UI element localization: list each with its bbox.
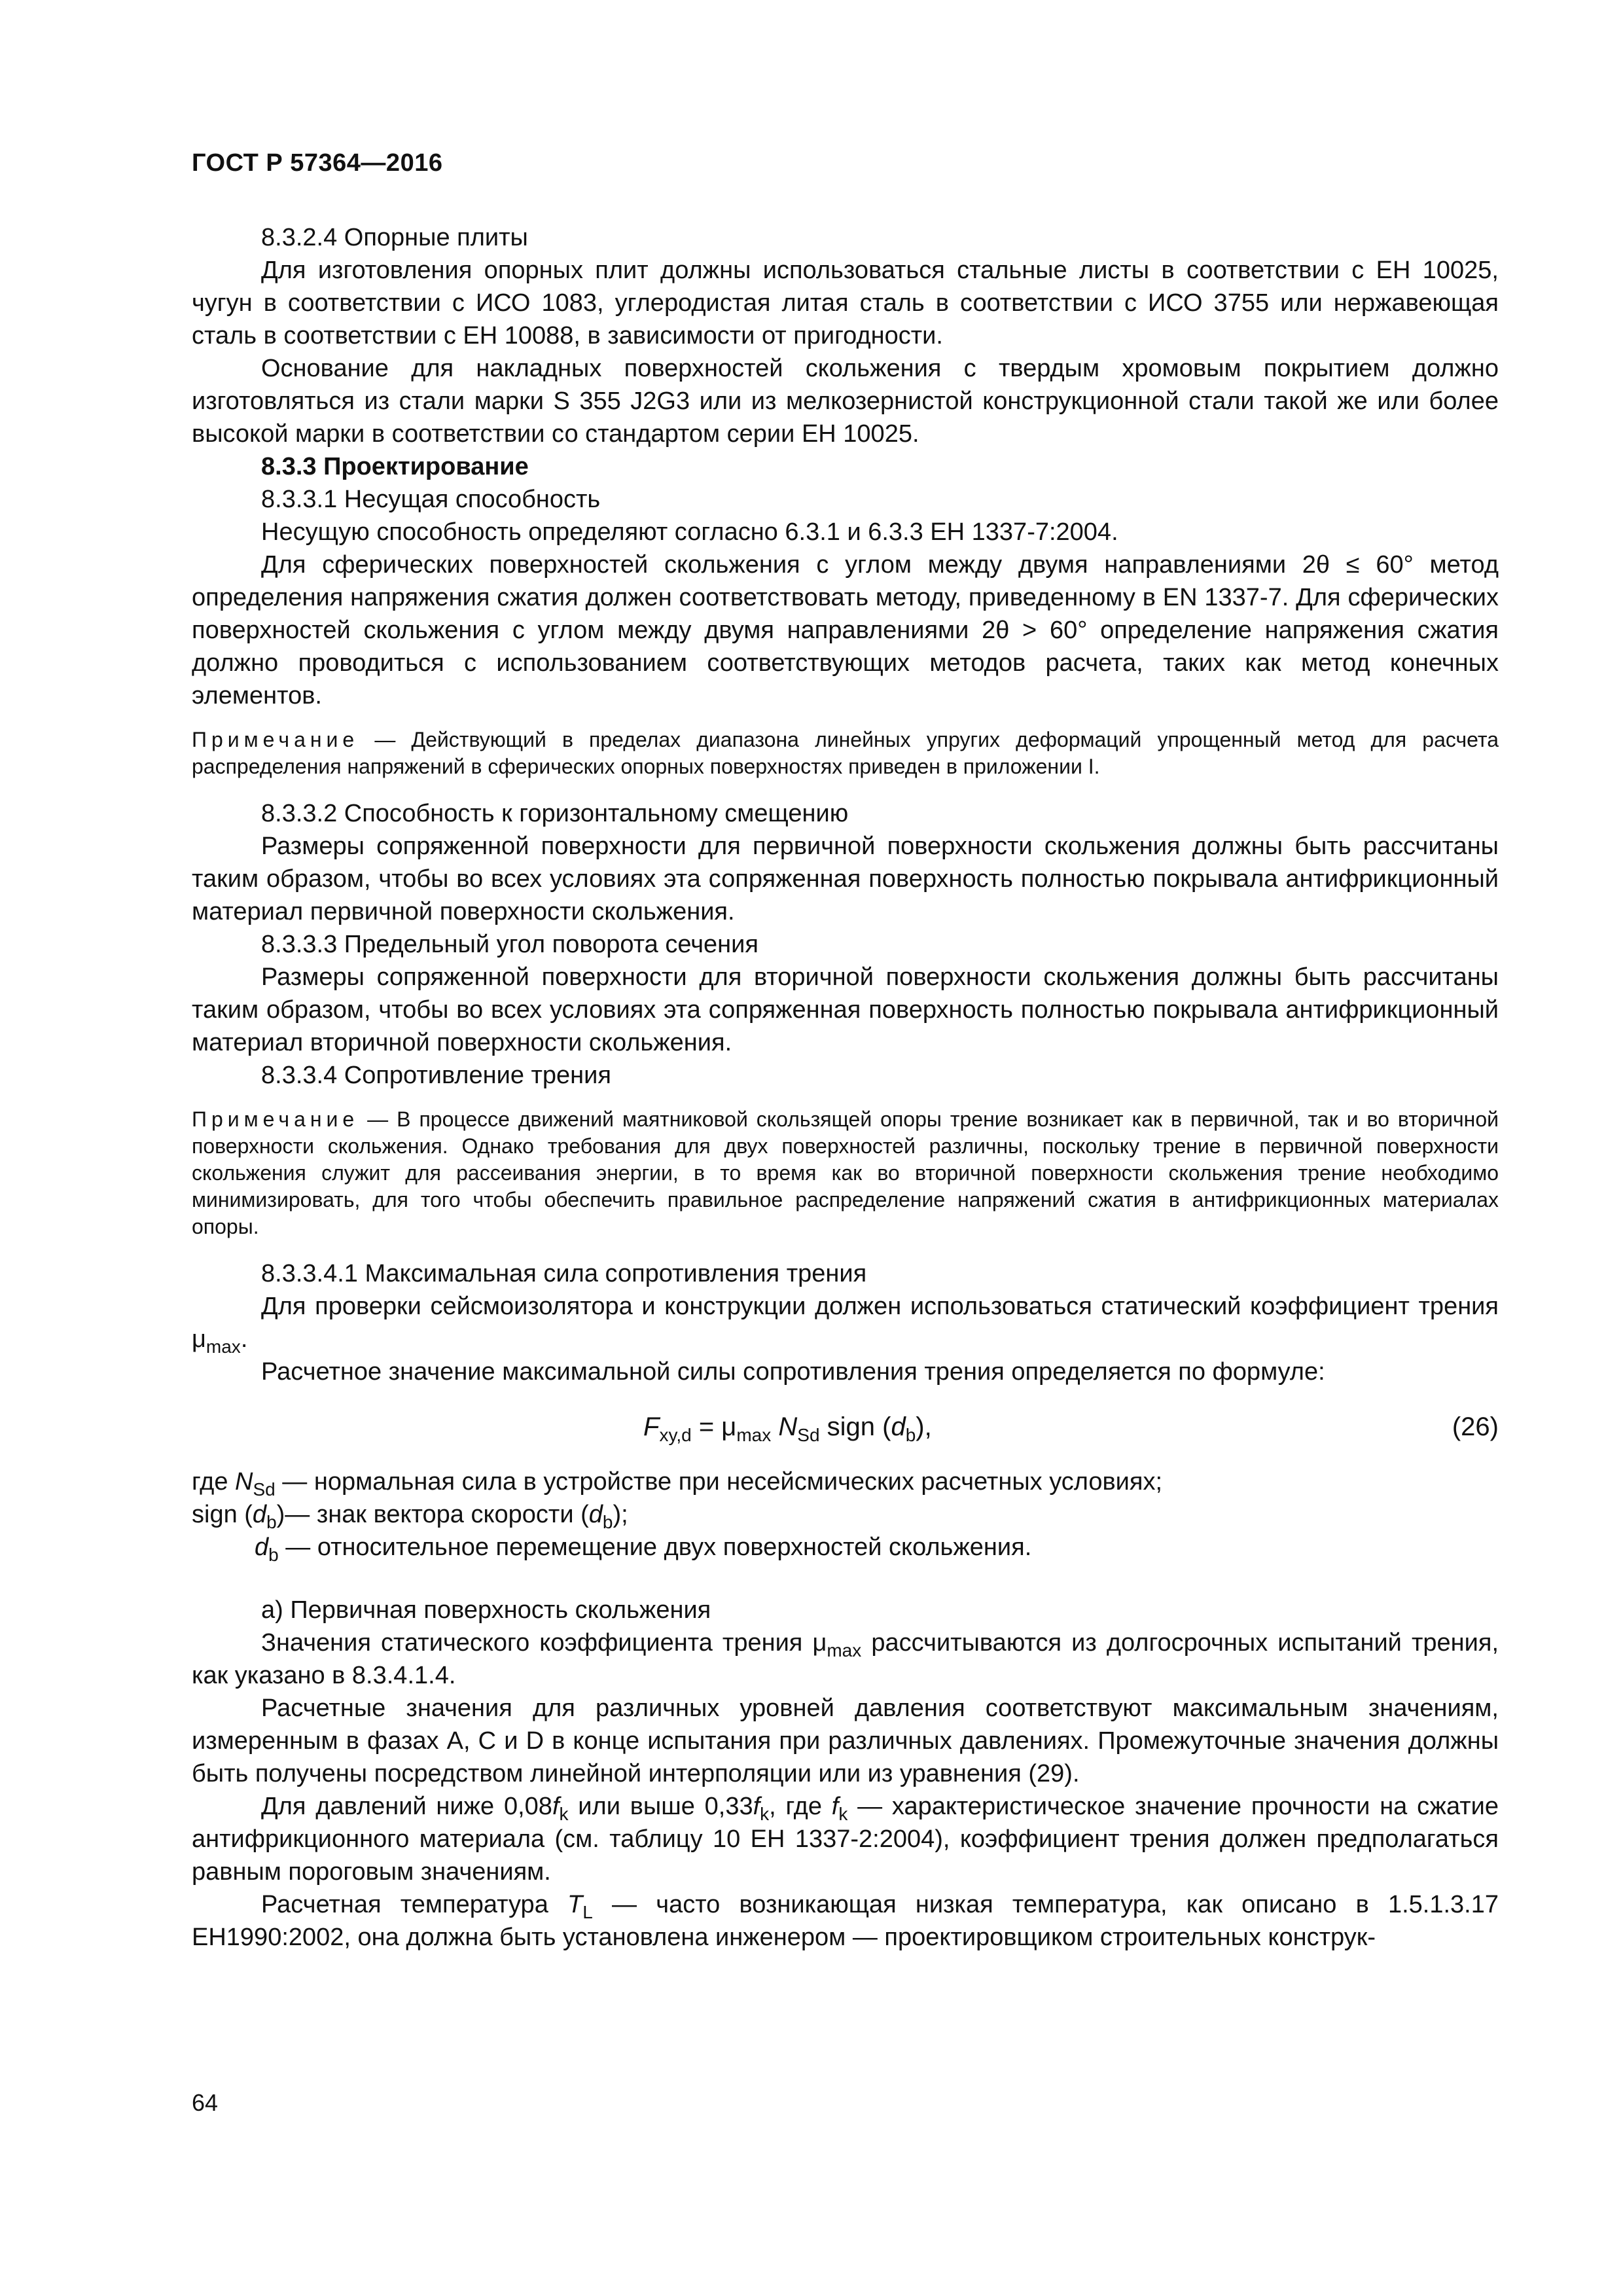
formula-number: (26) [1452, 1412, 1499, 1441]
document-header: ГОСТ Р 57364—2016 [192, 149, 443, 177]
subsection-a-title: а) Первичная поверхность скольжения [261, 1596, 711, 1624]
where-definition: sign $(d_b)—$ знак вектора скорости $(d_b)$; [192, 1501, 628, 1532]
note-label: Примечание [192, 1107, 359, 1131]
page-number: 64 [192, 2089, 219, 2116]
note-2 [192, 1106, 1499, 1240]
where-definition: где $N_{Sd}$ — нормальная сила в устройстве при несейсмических расчетных условиях; [192, 1468, 1163, 1499]
paragraph: Для сферических поверхностей скольжения с углом между двумя направлениями 2θ ≤ 60° метод определения напряжения сжатия должен соответствовать методу, приведенному в EN 1337-7. Для сферических поверхностей скольжения с углом между двумя направлениями 2θ > 60° определение напряжения сжатия должно проводиться с использованием соответствующих методов расчета, таких как метод конечных элементов. [192, 551, 1499, 709]
paragraph: Основание для накладных поверхностей скольжения с твердым хромовым покрытием должно изготовляться из стали марки S 355 J2G3 или из мелкозернистой конструкционной стали такой же или более высокой марки в соответствии со стандартом серии ЕН 10025. [192, 355, 1499, 448]
paragraph: Несущую способность определяют согласно 6.3.1 и 6.3.3 ЕН 1337-7:2004. [261, 518, 1118, 546]
note-text: — Действующий в пределах диапазона линейных упругих деформаций упрощенный метод для расчета распределения напряжений в сферических опорных поверхностях приведен в приложении I. [192, 728, 1499, 778]
section-8-3-2-4-title: 8.3.2.4 Опорные плиты [261, 224, 528, 251]
paragraph: Расчетное значение максимальной силы сопротивления трения определяется по формуле: [261, 1358, 1325, 1386]
note-label: Примечание [192, 728, 359, 751]
paragraph: Для изготовления опорных плит должны использоваться стальные листы в соответствии с ЕН 10025, чугун в соответствии с ИСО 1083, углеродистая литая сталь в соответствии с ИСО 3755 или нержавеющая сталь в соответствии с ЕН 10088, в зависимости от пригодности. [192, 257, 1499, 350]
paragraph: Для проверки сейсмоизолятора и конструкции должен использоваться статический коэффициент трения $\mu_{max}$. [192, 1293, 1499, 1357]
document-body [192, 221, 1499, 1954]
formula-26 [192, 1388, 1499, 1465]
section-8-3-3-4-1-title: 8.3.3.4.1 Максимальная сила сопротивления трения [261, 1260, 867, 1287]
paragraph: Размеры сопряженной поверхности для первичной поверхности скольжения должны быть рассчитаны таким образом, чтобы во всех условиях эта сопряженная поверхность полностью покрывала антифрикционный материал первичной поверхности скольжения. [192, 833, 1499, 925]
paragraph: Размеры сопряженной поверхности для вторичной поверхности скольжения должны быть рассчитаны таким образом, чтобы во всех условиях эта сопряженная поверхность полностью покрывала антифрикционный материал вторичной поверхности скольжения. [192, 963, 1499, 1056]
where-definition: $d_b$ — относительное перемещение двух поверхностей скольжения. [255, 1534, 1032, 1565]
section-8-3-3-4-title: 8.3.3.4 Сопротивление трения [261, 1062, 611, 1089]
section-8-3-3-1-title: 8.3.3.1 Несущая способность [261, 486, 601, 513]
paragraph: Расчетная температура $T_L$ — часто возникающая низкая температура, как описано в 1.5.1.3.17 ЕН1990:2002, она должна быть установлена инженером — проектировщиком строительных конструк- [192, 1891, 1499, 1951]
paragraph: Расчетные значения для различных уровней давления соответствуют максимальным значениям, измеренным в фазах А, С и D в конце испытания при различных давлениях. Промежуточные значения должны быть получены посредством линейной интерполяции или из уравнения (29). [192, 1695, 1499, 1787]
section-8-3-3-2-title: 8.3.3.2 Способность к горизонтальному смещению [261, 800, 849, 827]
paragraph: Значения статического коэффициента трения $\mu_{max}$ рассчитываются из долгосрочных испытаний трения, как указано в 8.3.4.1.4. [192, 1629, 1499, 1689]
note-text: — В процессе движений маятниковой скользящей опоры трение возникает как в первичной, так и во вторичной поверхности скольжения. Однако требования для двух поверхностей различны, поскольку трение в первичной поверхности скольжения служит для рассеивания энергии, в то время как во вторичной поверхности скольжения трение необходимо минимизировать, для того чтобы обеспечить правильное распределение напряжений сжатия в антифрикционных материалах опоры. [192, 1107, 1499, 1238]
section-8-3-3-3-title: 8.3.3.3 Предельный угол поворота сечения [261, 931, 758, 958]
note-1 [192, 726, 1499, 780]
paragraph: Для давлений ниже $0,08f_k$ или выше $0,33f_k$, где $f_k$ — характеристическое значение прочности на сжатие антифрикционного материала (см. таблицу 10 ЕН 1337-2:2004), коэффициент трения должен предполагаться равным пороговым значениям. [192, 1793, 1499, 1886]
section-8-3-3-heading: 8.3.3 Проектирование [261, 453, 529, 480]
formula-expression: $F_{xy,d} = \mu_{max}$ $N_{Sd}$ sign $(d_b)$, [643, 1412, 932, 1445]
